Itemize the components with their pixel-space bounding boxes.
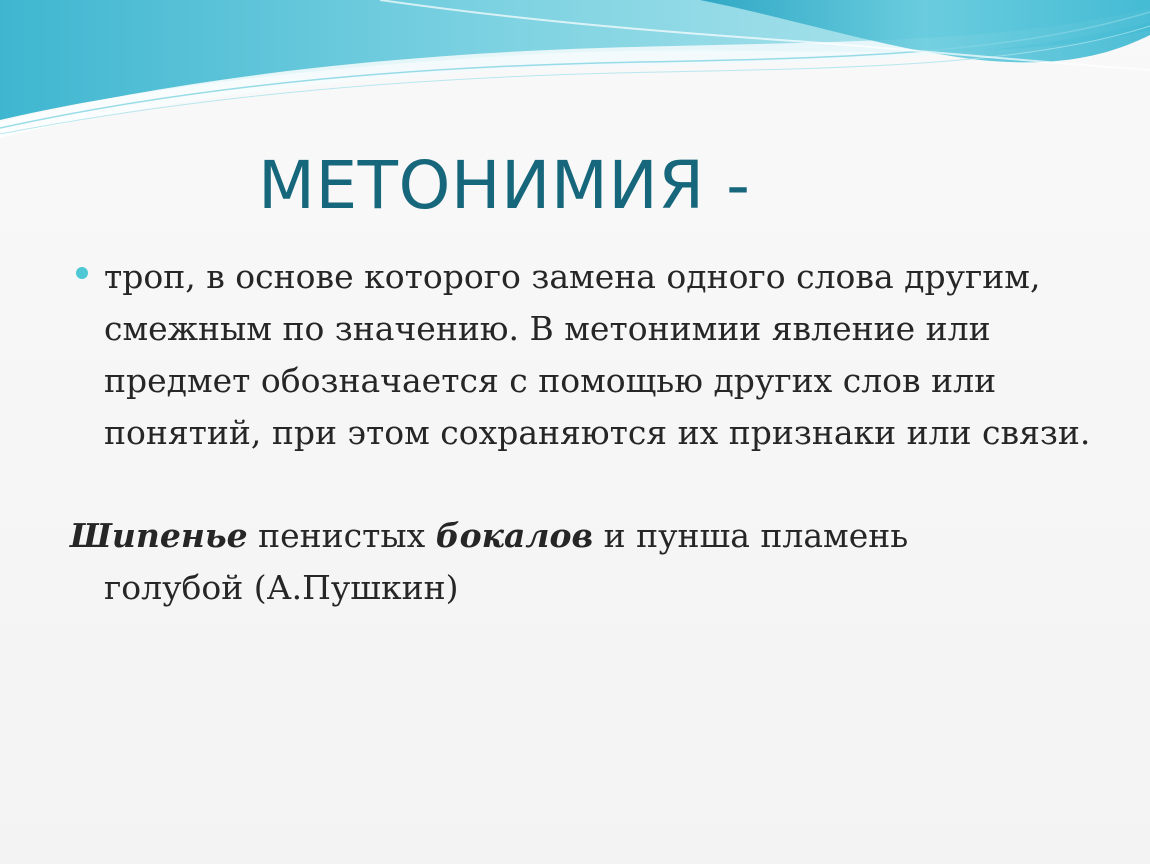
bullet-dot-icon <box>76 267 88 279</box>
quote-emphasis-2: бокалов <box>435 516 594 555</box>
quote-emphasis-1: Шипенье <box>70 516 248 555</box>
quote-line-2: голубой (А.Пушкин) <box>104 568 459 607</box>
quote-text-2: и пунша пламень <box>593 516 909 555</box>
slide-title: МЕТОНИМИЯ - <box>258 147 751 224</box>
definition-text: троп, в основе которого замена одного слова другим, смежным по значению. В метонимии явление или предмет обозначается с помощью других слов или понятий, при этом сохраняются их признаки или связи. <box>104 257 1091 452</box>
example-quote <box>70 510 908 614</box>
wave-header-decoration <box>0 0 1150 140</box>
quote-text-1: пенистых <box>247 516 436 555</box>
